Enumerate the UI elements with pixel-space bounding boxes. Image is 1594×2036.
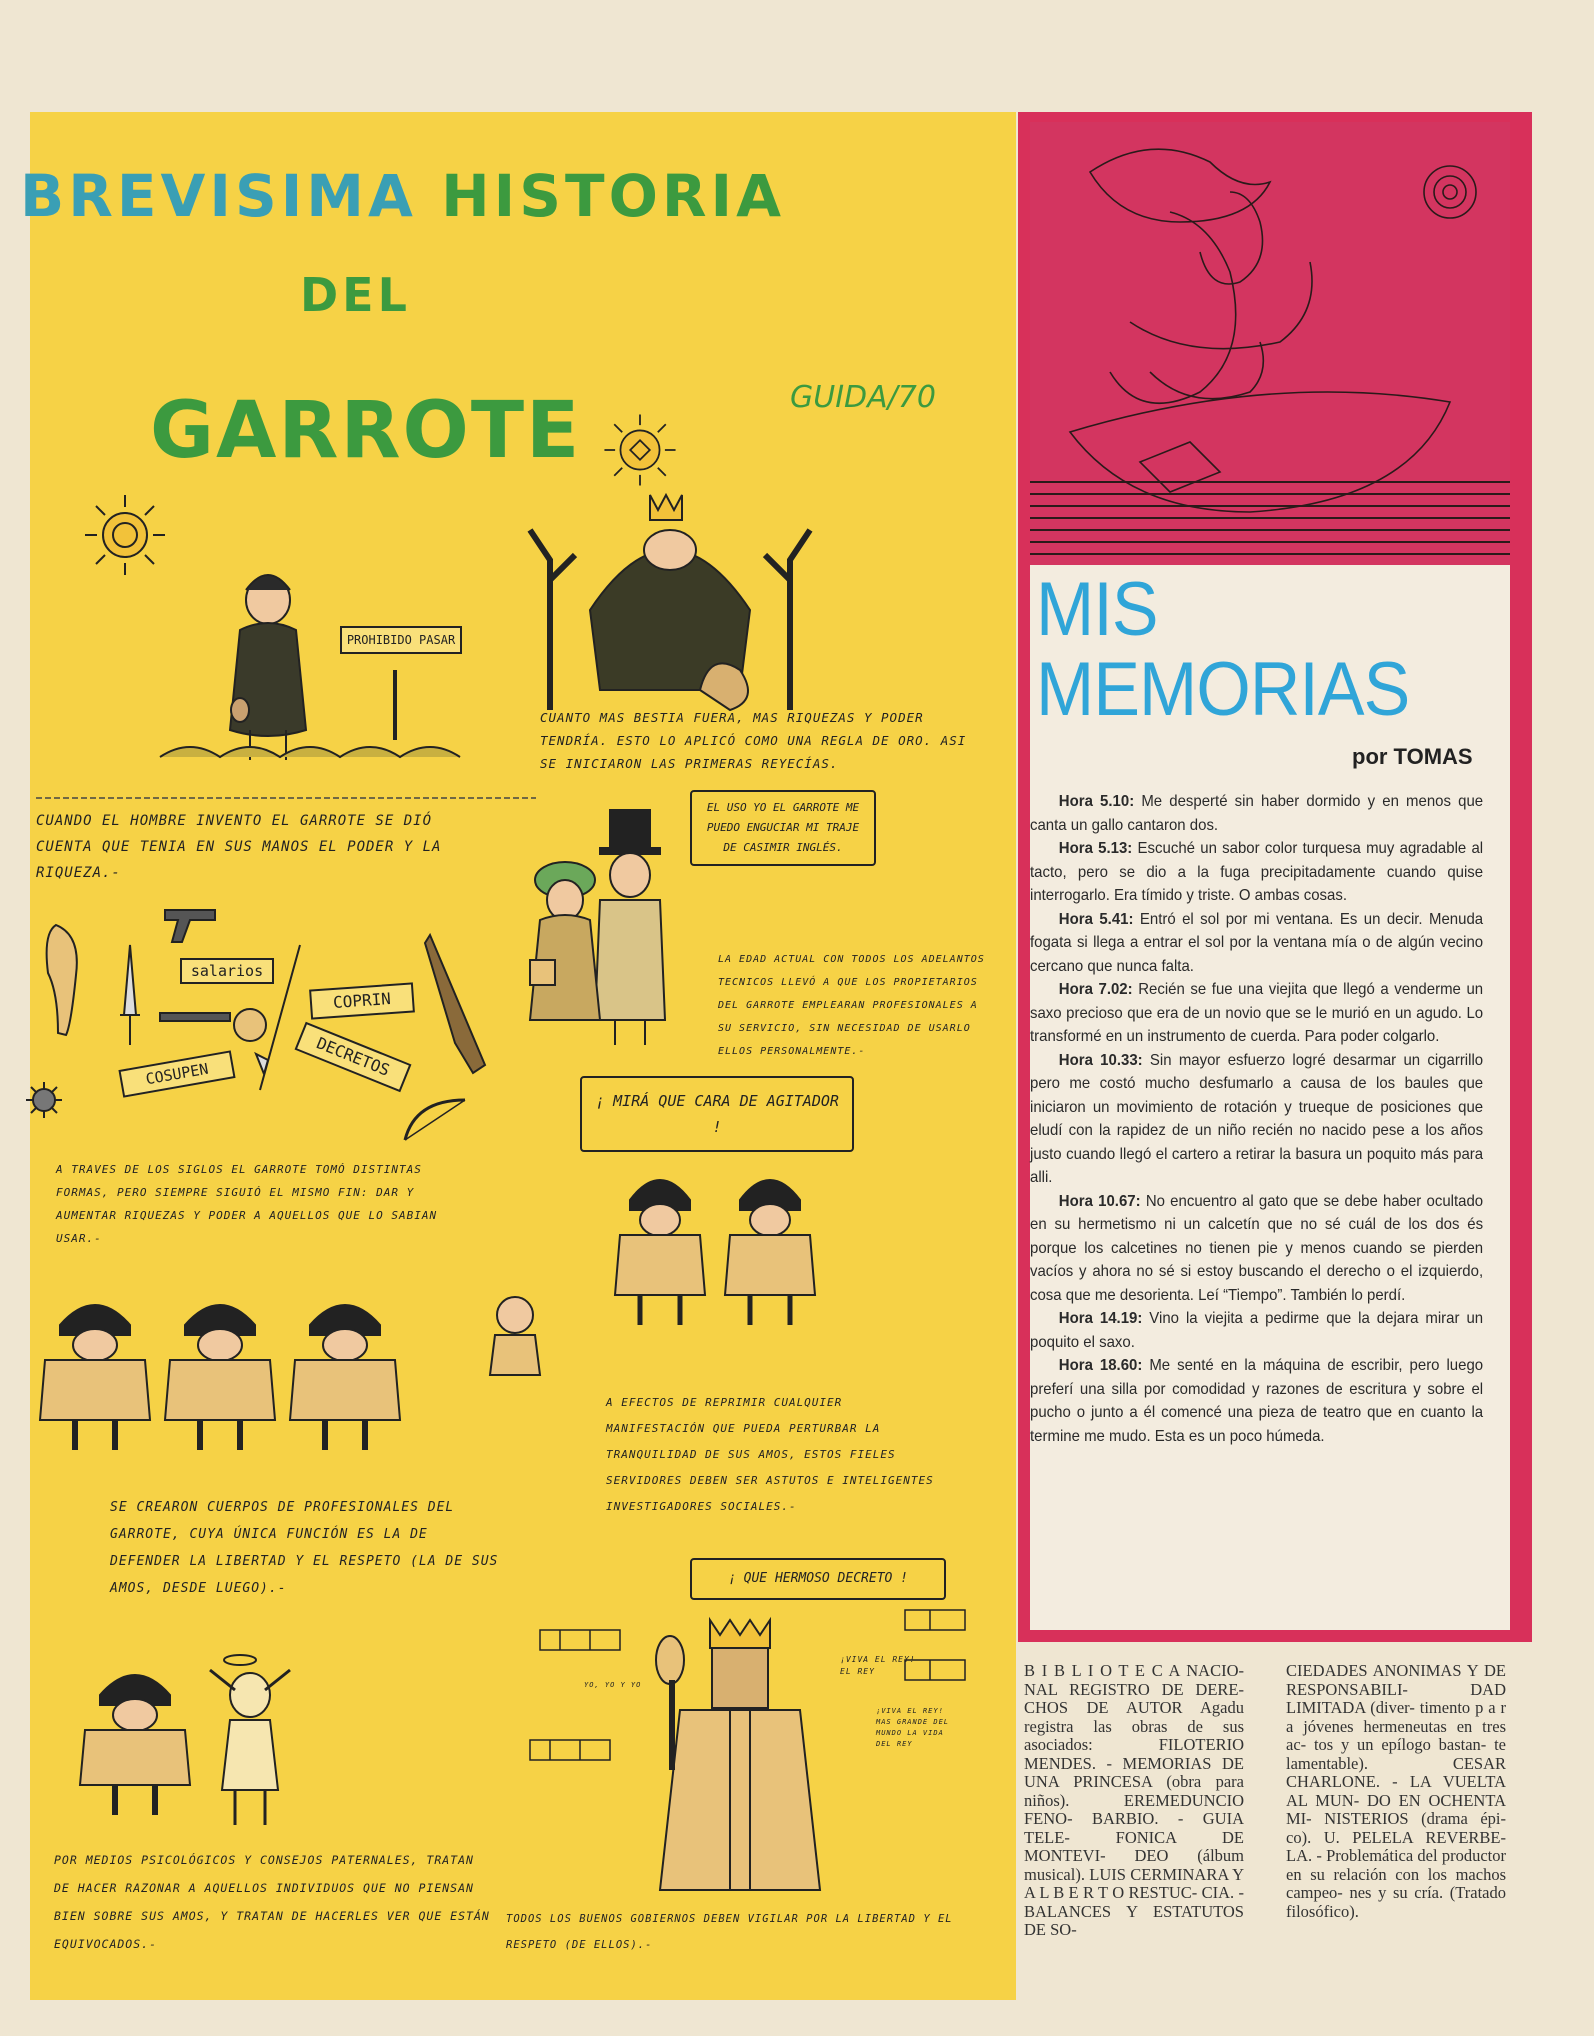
artist-signature: GUIDA/70: [790, 380, 936, 415]
brick-wall-left: [540, 1620, 630, 1660]
biblioteca-text-2: CIEDADES ANONIMAS Y DE RESPONSABILI- DAD LIMITADA (diver- timento p a r a jóvenes hermeneutas en tres ac- tos y un epílogo bastan- te lamentable). CESAR CHARLONE. - LA VUELTA AL MUN- DO EN OCHENTA MI- NISTERIOS (drama épi- co). U. PELELA REVERBE- LA. - Problemática del productor en su relación con los machos campeo- nes y su cría. (Tratado filosófico).: [1286, 1661, 1506, 1921]
memorias-title-line2: MEMORIAS: [1036, 647, 1410, 732]
bow-arrow-icon: [395, 1090, 475, 1150]
memoria-entry: [1030, 790, 1483, 837]
wall-graffiti-2: ¡VIVA EL REY! MAS GRANDE DEL MUNDO LA VIDA DEL REY: [876, 1707, 950, 1748]
memoria-entry: [1030, 1049, 1483, 1190]
entry-hora: Hora 5.41:: [1058, 910, 1134, 928]
entry-hora: Hora 10.33:: [1058, 1051, 1143, 1069]
cartoon-title-line3: GARROTE: [150, 386, 582, 476]
soldier-and-prisoner-figures: [60, 1640, 390, 1840]
bubble-casimir: EL USO YO EL GARROTE ME PUEDO ENGUCIAR MI TRAJE DE CASIMIR INGLÉS.: [690, 790, 876, 866]
cartoon-title-line1: [20, 162, 785, 230]
entry-text: No encuentro al gato que se debe haber ocultado en su hermetismo ni un calcetín que no sé cuál de los dos és porque los calcetines no tienen pie y menos cuando se pierden vacíos y ahora no sé si estoy buscando el derecho o el izquierdo, cosa que me desorienta. Leí “Tiempo”. También lo perdí.: [1030, 1192, 1484, 1304]
king-caveman-figure: [520, 480, 820, 710]
caption-reprimir: A EFECTOS DE REPRIMIR CUALQUIER MANIFESTACIÓN QUE PUEDA PERTURBAR LA TRANQUILIDAD DE SUS AMOS, ESTOS FIELES SERVIDORES DEBEN SER ASTUTOS E INTELIGENTES INVESTIGADORES SOCIALES.-: [606, 1396, 934, 1513]
memoria-entry: [1030, 1190, 1483, 1308]
revolver-icon: [160, 900, 230, 945]
biblioteca-column-2: [1286, 1662, 1506, 1921]
memoria-entry: [1030, 1354, 1483, 1448]
grass-ground: [160, 735, 500, 765]
sun-icon: [80, 490, 170, 580]
entry-hora: Hora 5.13:: [1058, 840, 1133, 857]
rifle-icon: [420, 930, 500, 1080]
memorias-title: [1036, 567, 1410, 732]
soldiers-pair-figures: [600, 1160, 840, 1340]
entry-text: Me senté en la máquina de escribir, pero luego preferí una silla por comodidad y razones de escritura y sobre el pucho o junto a él comencé una pieza de teatro que en cuanto la termine me mudo. Esta es un poco húmeda.: [1030, 1357, 1484, 1445]
entry-text: Entró el sol por mi ventana. Es un decir. Menuda fogata si llega a entrar el sol por la ventana mía o de algún vecino cercano que nunca falta.: [1030, 910, 1484, 975]
caption-edad-actual: LA EDAD ACTUAL CON TODOS LOS ADELANTOS TECNICOS LLEVÓ A QUE LOS PROPIETARIOS DEL GARROTE EMPLEARAN PROFESIONALES A SU SERVICIO, SIN NECESIDAD DE USARLO ELLOS PERSONALMENTE.-: [718, 954, 985, 1057]
weapon-salarios: salarios: [180, 958, 274, 984]
panel-divider: [36, 796, 536, 800]
club-icon: [36, 920, 86, 1040]
memorias-title-line1: MIS: [1036, 567, 1158, 652]
memoria-entry: [1030, 837, 1483, 908]
soldiers-trio-figures: [30, 1290, 410, 1460]
spear-icon: [250, 940, 310, 1100]
prohibido-sign: PROHIBIDO PASAR: [340, 626, 462, 654]
wall-graffiti-1: ¡VIVA EL REY! EL REY: [840, 1655, 916, 1676]
entry-text: Me desperté sin haber dormido y en menos que canta un gallo cantaron dos.: [1030, 793, 1484, 834]
memorias-byline: por TOMAS: [1352, 744, 1473, 769]
caption-bestia: CUANTO MAS BESTIA FUERA, MAS RIQUEZAS Y PODER TENDRÍA. ESTO LO APLICÓ COMO UNA REGLA DE ORO. ASI SE INICIARON LAS PRIMERAS REYECÍAS.: [540, 710, 967, 771]
weapon-coprin: COPRIN: [309, 982, 415, 1019]
title-word-historia: HISTORIA: [441, 162, 786, 230]
biblioteca-column-1: [1024, 1662, 1244, 1940]
bubble-agitador: ¡ MIRÁ QUE CARA DE AGITADOR !: [580, 1076, 854, 1152]
memorias-entries: [1030, 790, 1483, 1448]
dagger-icon: [115, 940, 145, 1050]
memoria-entry: [1030, 908, 1483, 979]
gentleman-and-lady-figures: [520, 800, 690, 1050]
child-figure: [480, 1290, 550, 1390]
caption-psicologicos: POR MEDIOS PSICOLÓGICOS Y CONSEJOS PATERNALES, TRATAN DE HACER RAZONAR A AQUELLOS INDIVIDUOS QUE NO PIENSAN BIEN SOBRE SUS AMOS, Y TRATAN DE HACERLES VER QUE ESTÁN EQUIVOCADOS.-: [54, 1853, 490, 1951]
title-word-brevisima: BREVISIMA: [20, 162, 417, 230]
caption-buenos-gobiernos: TODOS LOS BUENOS GOBIERNOS DEBEN VIGILAR POR LA LIBERTAD Y EL RESPETO (DE ELLOS).-: [506, 1913, 953, 1951]
entry-text: Escuché un sabor color turquesa muy agradable al tacto, pero se dio a la fuga precipitadamente cuando quise interrogarlo. Era tímido y triste. O ambas cosas.: [1030, 840, 1484, 904]
entry-hora: Hora 7.02:: [1058, 981, 1133, 998]
entry-hora: Hora 10.67:: [1058, 1192, 1141, 1210]
mace-icon: [24, 1080, 64, 1120]
weapon-decretos: DECRETOS: [295, 1022, 412, 1093]
saxophone-man-illustration: [1030, 122, 1510, 565]
memoria-entry: [1030, 978, 1483, 1049]
memorias-illustration: [1030, 122, 1510, 565]
entry-text: Vino la viejita a pedirme que la dejara mirar un poquito el saxo.: [1030, 1310, 1484, 1351]
entry-hora: Hora 18.60:: [1058, 1357, 1143, 1374]
caption-siglos: A TRAVES DE LOS SIGLOS EL GARROTE TOMÓ DISTINTAS FORMAS, PERO SIEMPRE SIGUIÓ EL MISMO FIN: DAR Y AUMENTAR RIQUEZAS Y PODER A AQUELLOS QUE LO SABIAN USAR.-: [56, 1163, 438, 1245]
weapon-cosupen: COSUPEN: [118, 1050, 235, 1097]
biblioteca-text-1: B I B L I O T E C A NACIO- NAL REGISTRO DE DERE- CHOS DE AUTOR Agadu registra las obras de sus asociados: FILOTERIO MENDES. - MEMORIAS DE UNA PRINCESA (obra para niños). EREMEDUNCIO FENO- BARBIO. - GUIA TELE- FONICA DE MONTEVI- DEO (álbum musical). LUIS CERMINARA Y A L B E R T O RESTUC- CIA. - BALANCES Y ESTATUTOS DE SO-: [1024, 1661, 1244, 1939]
caption-cuerpos: SE CREARON CUERPOS DE PROFESIONALES DEL GARROTE, CUYA ÚNICA FUNCIÓN ES LA DE DEFENDER LA LIBERTAD Y EL RESPETO (LA DE SUS AMOS, DESDE LUEGO).-: [110, 1500, 499, 1596]
entry-hora: Hora 14.19:: [1058, 1310, 1143, 1327]
entry-text: Recién se fue una viejita que llegó a venderme un saxo precioso que era de un novio que se le murió en un agudo. Lo transformé en un instrumento de cuerda. Para poder colgarlo.: [1030, 981, 1484, 1045]
king-with-club-figure: [640, 1600, 840, 1900]
memoria-entry: [1030, 1307, 1483, 1354]
entry-text: Sin mayor esfuerzo logré desarmar un cigarrillo pero me costó mucho desfumarlo a causa de los baules que iniciaron un movimiento de rotación y trueque de posiciones que eludí con la rapidez de un niño recién no nacido pese a los años justo cuando llegó el cartero a retirar la basura un poquito más para alli.: [1030, 1051, 1484, 1186]
sign-post: [385, 670, 405, 740]
entry-hora: Hora 5.10:: [1058, 793, 1135, 810]
sun-icon: [600, 410, 680, 490]
caption-invento: CUANDO EL HOMBRE INVENTO EL GARROTE SE DIÓ CUENTA QUE TENIA EN SUS MANOS EL PODER Y LA RIQUEZA.-: [36, 813, 442, 881]
brick-wall-low: [530, 1730, 620, 1770]
cartoon-title-line2: DEL: [300, 268, 411, 322]
wall-graffiti-3: YO, YO Y YO: [584, 1681, 642, 1689]
bubble-decreto: ¡ QUE HERMOSO DECRETO !: [690, 1558, 946, 1600]
